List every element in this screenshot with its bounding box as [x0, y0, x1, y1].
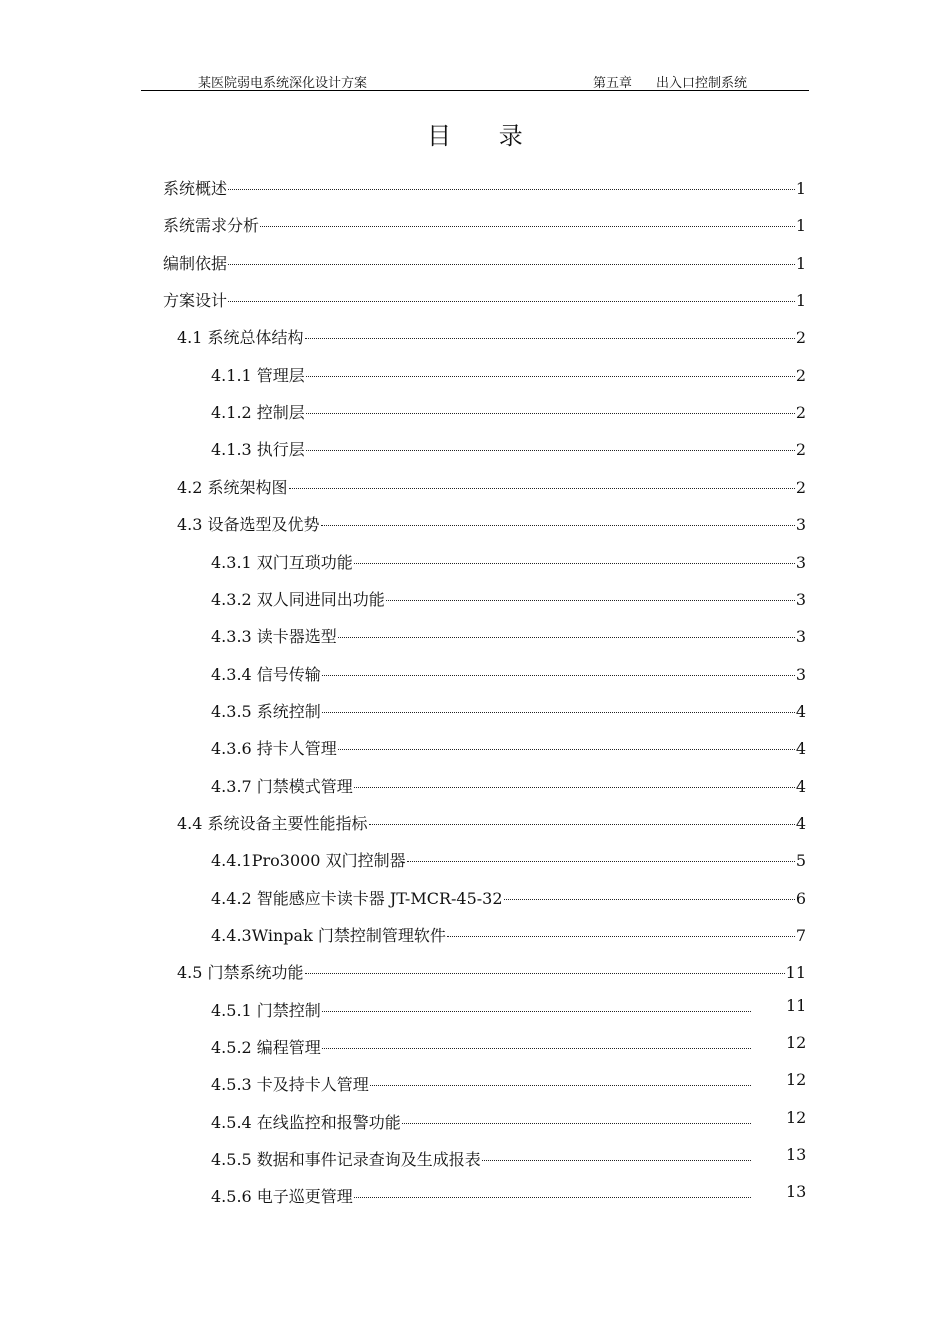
- toc-entry-label: 4.5.3 卡及持卡人管理: [211, 1075, 369, 1094]
- toc-dot-leader: [369, 809, 795, 829]
- toc-entry-label: 编制依据: [163, 254, 228, 273]
- toc-entry[interactable]: [211, 1108, 752, 1133]
- toc-entry[interactable]: [163, 174, 806, 199]
- toc-entry[interactable]: [177, 473, 806, 498]
- toc-dot-leader: [338, 622, 795, 642]
- toc-entry[interactable]: [211, 1145, 752, 1170]
- toc-entry-page: 1: [795, 254, 806, 273]
- toc-entry-page: 1: [795, 216, 806, 235]
- toc-entry[interactable]: [211, 846, 806, 871]
- toc-dot-leader: [321, 510, 795, 530]
- toc-entry-label: 4.3.7 门禁模式管理: [211, 777, 353, 796]
- toc-dot-leader: [370, 1070, 751, 1090]
- toc-entry-label: 4.5.5 数据和事件记录查询及生成报表: [211, 1150, 481, 1169]
- toc-entry-label: 4.4.2 智能感应卡读卡器 JT-MCR-45-32: [211, 889, 503, 908]
- toc-entry-label: 4.1.3 执行层: [211, 440, 305, 459]
- toc-entry-page: 1: [795, 179, 806, 198]
- toc-entry[interactable]: [211, 697, 806, 722]
- toc-entry-page: 4: [795, 702, 806, 721]
- toc-entry[interactable]: [211, 1033, 752, 1058]
- toc-entry-label: 4.3 设备选型及优势: [177, 515, 320, 534]
- toc-entry[interactable]: [211, 361, 806, 386]
- toc-entry-label: 4.5.1 门禁控制: [211, 1001, 321, 1020]
- toc-entry-page: 11: [786, 996, 807, 1015]
- toc-entry-label: 4.4.1Pro3000 双门控制器: [211, 851, 406, 870]
- toc-entry[interactable]: [211, 996, 752, 1021]
- toc-entry-label: 4.1.1 管理层: [211, 366, 305, 385]
- toc-entry[interactable]: [211, 1070, 752, 1095]
- toc-entry-page: 2: [795, 403, 806, 422]
- toc-entry[interactable]: [211, 660, 806, 685]
- toc-dot-leader: [289, 473, 795, 493]
- chapter-number: 第五章: [593, 76, 633, 91]
- toc-dot-leader: [306, 398, 795, 418]
- toc-entry[interactable]: [211, 548, 806, 573]
- toc-dot-leader: [228, 174, 795, 194]
- toc-entry[interactable]: [211, 921, 806, 946]
- toc-entry-page: 12: [786, 1070, 807, 1089]
- page-title: 目 录: [427, 122, 543, 150]
- toc-entry[interactable]: [211, 622, 806, 647]
- toc-dot-leader: [322, 697, 795, 717]
- toc-dot-leader: [322, 660, 795, 680]
- toc-entry-label: 4.4 系统设备主要性能指标: [177, 814, 368, 833]
- toc-entry-label: 4.3.6 持卡人管理: [211, 739, 337, 758]
- toc-entry[interactable]: [211, 435, 806, 460]
- toc-dot-leader: [386, 585, 795, 605]
- toc-entry-label: 4.5.2 编程管理: [211, 1038, 321, 1057]
- toc-entry-page: 12: [786, 1108, 807, 1127]
- toc-dot-leader: [504, 884, 795, 904]
- toc-entry-page: 3: [795, 665, 806, 684]
- toc-entry-page: 2: [795, 440, 806, 459]
- toc-entry[interactable]: [211, 772, 806, 797]
- toc-entry-page: 2: [795, 366, 806, 385]
- toc-dot-leader: [407, 846, 795, 866]
- toc-entry-page: 3: [795, 627, 806, 646]
- toc-entry-page: 4: [795, 739, 806, 758]
- toc-entry-page: 1: [795, 291, 806, 310]
- toc-entry-label: 4.5.4 在线监控和报警功能: [211, 1113, 401, 1132]
- toc-entry-page: 3: [795, 590, 806, 609]
- toc-entry[interactable]: [163, 211, 806, 236]
- toc-dot-leader: [447, 921, 795, 941]
- toc-dot-leader: [305, 323, 795, 343]
- toc-entry-page: 2: [795, 328, 806, 347]
- toc-dot-leader: [354, 1182, 751, 1202]
- toc-entry-page: 12: [786, 1033, 807, 1052]
- toc-dot-leader: [354, 772, 795, 792]
- toc-entry[interactable]: [177, 958, 806, 983]
- toc-dot-leader: [354, 548, 795, 568]
- toc-entry-label: 4.3.4 信号传输: [211, 665, 321, 684]
- toc-entry-label: 系统需求分析: [163, 216, 260, 235]
- toc-entry-page: 5: [795, 851, 806, 870]
- toc-entry-label: 方案设计: [163, 291, 228, 310]
- toc-entry-label: 4.5.6 电子巡更管理: [211, 1187, 353, 1206]
- toc-entry[interactable]: [211, 585, 806, 610]
- toc-entry-label: 4.1.2 控制层: [211, 403, 305, 422]
- toc-entry[interactable]: [163, 286, 806, 311]
- toc-dot-leader: [228, 286, 795, 306]
- toc-entry-label: 4.3.3 读卡器选型: [211, 627, 337, 646]
- toc-entry-label: 4.3.1 双门互琐功能: [211, 553, 353, 572]
- toc-entry-page: 13: [786, 1182, 807, 1201]
- toc-dot-leader: [260, 211, 795, 231]
- toc-dot-leader: [322, 1033, 751, 1053]
- toc-entry-page: 3: [795, 553, 806, 572]
- toc-entry-label: 系统概述: [163, 179, 228, 198]
- toc-entry-page: 11: [785, 963, 806, 982]
- toc-entry-page: 6: [795, 889, 806, 908]
- document-title: 某医院弱电系统深化设计方案: [198, 76, 368, 91]
- chapter-title: 出入口控制系统: [656, 76, 748, 91]
- toc-entry[interactable]: [211, 884, 806, 909]
- toc-entry-label: 4.2 系统架构图: [177, 478, 288, 497]
- toc-dot-leader: [228, 249, 795, 269]
- toc-entry-page: 13: [786, 1145, 807, 1164]
- toc-entry-page: 4: [795, 814, 806, 833]
- toc-entry-label: 4.1 系统总体结构: [177, 328, 304, 347]
- toc-entry-label: 4.5 门禁系统功能: [177, 963, 304, 982]
- toc-dot-leader: [306, 435, 795, 455]
- toc-entry[interactable]: [211, 734, 806, 759]
- toc-dot-leader: [482, 1145, 751, 1165]
- toc-entry-page: 2: [795, 478, 806, 497]
- toc-entry[interactable]: [211, 1182, 752, 1207]
- toc-entry[interactable]: [211, 398, 806, 423]
- toc-dot-leader: [402, 1108, 751, 1128]
- toc-entry[interactable]: [177, 323, 806, 348]
- toc-entry-label: 4.3.5 系统控制: [211, 702, 321, 721]
- toc-entry-page: 3: [795, 515, 806, 534]
- toc-entry-page: 4: [795, 777, 806, 796]
- toc-entry-label: 4.3.2 双人同进同出功能: [211, 590, 385, 609]
- toc-entry[interactable]: [163, 249, 806, 274]
- toc-dot-leader: [322, 996, 751, 1016]
- toc-dot-leader: [305, 958, 785, 978]
- toc-entry[interactable]: [177, 510, 806, 535]
- toc-entry-page: 7: [795, 926, 806, 945]
- toc-entry[interactable]: [177, 809, 806, 834]
- toc-dot-leader: [306, 361, 795, 381]
- toc-entry-label: 4.4.3Winpak 门禁控制管理软件: [211, 926, 446, 945]
- toc-dot-leader: [338, 734, 795, 754]
